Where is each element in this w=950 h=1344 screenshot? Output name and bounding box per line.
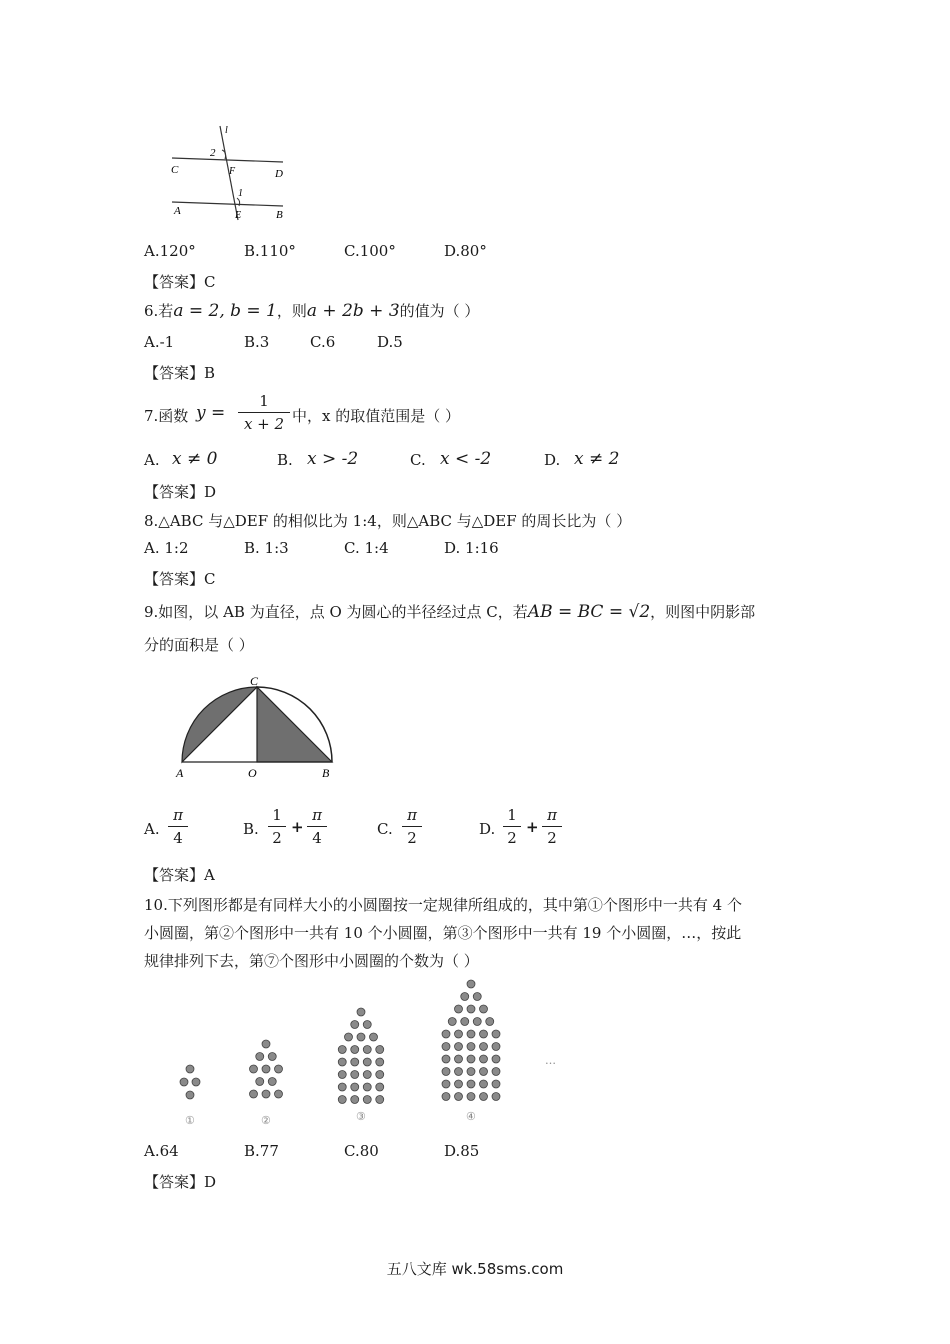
q10-option-a: A.64	[144, 1142, 179, 1160]
label-O: O	[248, 766, 257, 780]
dot	[461, 1018, 469, 1026]
dot	[338, 1058, 346, 1066]
q7-denominator: x + 2	[243, 415, 285, 433]
dot	[455, 1005, 463, 1013]
dot	[492, 1080, 500, 1088]
dot	[256, 1053, 264, 1061]
dot	[442, 1043, 450, 1051]
dot	[338, 1071, 346, 1079]
label-F: F	[229, 166, 236, 177]
q6-expression: a + 2b + 3	[306, 301, 400, 321]
q9-a-num: π	[173, 806, 183, 824]
dot	[351, 1071, 359, 1079]
q9-option-a-fraction	[168, 806, 188, 847]
dot	[376, 1046, 384, 1054]
dot	[486, 1018, 494, 1026]
dot	[455, 1068, 463, 1076]
q8-option-b: B. 1:3	[244, 539, 289, 557]
q8-option-a: A. 1:2	[144, 539, 189, 557]
dot	[492, 1043, 500, 1051]
q6-prefix: 6.若	[144, 302, 174, 320]
q7-option-c-letter: C.	[410, 451, 426, 469]
q9-option-c-fraction	[402, 806, 422, 847]
dot	[268, 1078, 276, 1086]
dot	[376, 1083, 384, 1091]
q9-b2-den: 4	[312, 829, 322, 847]
dot	[262, 1040, 270, 1048]
q7-option-b-letter: B.	[277, 451, 293, 469]
dot	[467, 1030, 475, 1038]
dot	[480, 1055, 488, 1063]
q10-answer: 【答案】D	[144, 1173, 217, 1191]
q9-option-c-letter: C.	[377, 820, 393, 838]
figure-1-label: ①	[185, 1114, 195, 1127]
dot	[455, 1043, 463, 1051]
dot	[467, 1005, 475, 1013]
dot	[186, 1091, 194, 1099]
dot	[480, 1030, 488, 1038]
q9-option-d-letter: D.	[479, 820, 496, 838]
dot	[192, 1078, 200, 1086]
q6-mid: ，则	[276, 302, 307, 320]
q9-option-b-fraction2	[307, 806, 327, 847]
dot	[492, 1030, 500, 1038]
dot	[467, 1043, 475, 1051]
dot	[376, 1058, 384, 1066]
dot	[442, 1068, 450, 1076]
label-B: B	[276, 209, 283, 221]
q10-line2: 小圆圈，第②个图形中一共有 10 个小圆圈，第③个图形中一共有 19 个小圆圈，…，按此	[144, 924, 742, 942]
dot	[473, 1018, 481, 1026]
dot	[351, 1021, 359, 1029]
dot	[363, 1096, 371, 1104]
q7-lhs: y =	[196, 403, 226, 423]
q9-line1-text: 9.如图，以 AB 为直径，点 O 为圆心的半径经过点 C，若	[144, 603, 528, 621]
q9-option-d-plus: +	[526, 818, 539, 836]
dot	[473, 993, 481, 1001]
q8-question: 8.△ABC 与△DEF 的相似比为 1:4，则△ABC 与△DEF 的周长比为（ ）	[144, 512, 632, 530]
q9-option-d-fraction2	[542, 806, 562, 847]
dot	[351, 1058, 359, 1066]
q7-suffix: 中，x 的取值范围是（ ）	[292, 407, 460, 425]
dot	[370, 1033, 378, 1041]
q7-fraction	[238, 392, 290, 433]
dot	[455, 1055, 463, 1063]
dot	[480, 1043, 488, 1051]
dot	[357, 1033, 365, 1041]
dot	[492, 1068, 500, 1076]
q9-answer: 【答案】A	[144, 866, 215, 884]
q9-d2-num: π	[547, 806, 557, 824]
dot	[256, 1078, 264, 1086]
footer-watermark: 五八文库 wk.58sms.com	[386, 1260, 564, 1278]
dot	[363, 1083, 371, 1091]
dot	[442, 1055, 450, 1063]
q6-option-c: C.6	[310, 333, 336, 351]
q6-condition: a = 2, b = 1	[173, 301, 277, 321]
figure-3-label: ③	[356, 1110, 366, 1123]
dot	[338, 1096, 346, 1104]
q9-line1	[144, 601, 755, 622]
q5-option-a: A.120°	[144, 242, 196, 260]
label-l: l	[225, 125, 228, 136]
q5-answer: 【答案】C	[144, 273, 216, 291]
dot	[351, 1083, 359, 1091]
q9-option-d-fraction1	[503, 806, 521, 847]
q9-line2: 分的面积是（ ）	[144, 636, 254, 654]
dot	[338, 1046, 346, 1054]
dot	[262, 1065, 270, 1073]
dot	[363, 1021, 371, 1029]
dot	[262, 1090, 270, 1098]
dot	[467, 1055, 475, 1063]
q7-answer: 【答案】D	[144, 483, 217, 501]
q9-condition: AB = BC = √2	[527, 602, 651, 622]
q8-option-c: C. 1:4	[344, 539, 389, 557]
q9-a-den: 4	[173, 829, 183, 847]
dot	[467, 1093, 475, 1101]
dot	[376, 1071, 384, 1079]
q9-d2-den: 2	[547, 829, 557, 847]
dot	[363, 1046, 371, 1054]
dot	[268, 1053, 276, 1061]
dot	[338, 1083, 346, 1091]
label-2: 2	[210, 147, 216, 159]
q6-question	[144, 300, 479, 321]
q10-line1: 10.下列图形都是有同样大小的小圆圈按一定规律所组成的，其中第①个图形中一共有 4 个	[144, 896, 742, 914]
dot	[250, 1065, 258, 1073]
label-C: C	[171, 164, 179, 176]
q9-line1-end: ，则图中阴影部	[650, 603, 756, 621]
q7-option-a-letter: A.	[144, 451, 160, 469]
dot	[351, 1046, 359, 1054]
q9-b2-num: π	[312, 806, 322, 824]
label-B: B	[322, 766, 330, 780]
label-1: 1	[238, 188, 243, 199]
q5-option-b: B.110°	[244, 242, 296, 260]
ellipsis-label: …	[545, 1054, 556, 1067]
q10-option-b: B.77	[244, 1142, 279, 1160]
q10-option-c: C.80	[344, 1142, 379, 1160]
dot	[467, 1080, 475, 1088]
q10-line3: 规律排列下去，第⑦个图形中小圆圈的个数为（ ）	[144, 952, 479, 970]
q7-option-a: x ≠ 0	[172, 449, 218, 469]
dot	[442, 1030, 450, 1038]
dot	[448, 1018, 456, 1026]
q6-answer: 【答案】B	[144, 364, 216, 382]
dot	[455, 1080, 463, 1088]
q7-numerator: 1	[259, 392, 269, 410]
q9-b1-num: 1	[272, 806, 282, 824]
dot	[363, 1071, 371, 1079]
dot	[480, 1068, 488, 1076]
dot	[357, 1008, 365, 1016]
dot	[180, 1078, 188, 1086]
label-C: C	[250, 674, 259, 688]
q8-option-d: D. 1:16	[444, 539, 499, 557]
dot-pattern-figure	[165, 972, 575, 1132]
dot	[345, 1033, 353, 1041]
q7-option-d: x ≠ 2	[574, 449, 620, 469]
q6-option-d: D.5	[377, 333, 403, 351]
dot	[492, 1055, 500, 1063]
parallel-lines-figure	[165, 122, 295, 222]
dot	[351, 1096, 359, 1104]
q9-option-b-plus: +	[291, 818, 304, 836]
dot	[455, 1093, 463, 1101]
label-D: D	[275, 168, 283, 180]
dot	[455, 1030, 463, 1038]
q7-prefix: 7.函数	[144, 407, 189, 425]
label-A: A	[176, 766, 184, 780]
dot	[442, 1093, 450, 1101]
label-A: A	[174, 205, 181, 217]
q5-option-c: C.100°	[344, 242, 396, 260]
q9-c-num: π	[407, 806, 417, 824]
dot	[480, 1093, 488, 1101]
dot	[363, 1058, 371, 1066]
q9-c-den: 2	[407, 829, 417, 847]
q7-option-c: x < -2	[440, 449, 492, 469]
q7-option-b: x > -2	[307, 449, 359, 469]
q6-suffix: 的值为（ ）	[399, 302, 480, 320]
figure-4-label: ④	[466, 1110, 476, 1123]
dot	[442, 1080, 450, 1088]
q9-d1-num: 1	[507, 806, 517, 824]
q8-answer: 【答案】C	[144, 570, 216, 588]
dot	[480, 1005, 488, 1013]
q7-option-d-letter: D.	[544, 451, 561, 469]
dot	[467, 1068, 475, 1076]
q9-b1-den: 2	[272, 829, 282, 847]
dot	[467, 980, 475, 988]
figure-2-label: ②	[261, 1114, 271, 1127]
dot	[492, 1093, 500, 1101]
q9-option-b-fraction1	[268, 806, 286, 847]
q5-option-d: D.80°	[444, 242, 487, 260]
dot	[376, 1096, 384, 1104]
dot	[275, 1065, 283, 1073]
q9-option-a-letter: A.	[144, 820, 160, 838]
q9-option-b-letter: B.	[243, 820, 259, 838]
q6-option-b: B.3	[244, 333, 270, 351]
dot	[186, 1065, 194, 1073]
dot	[461, 993, 469, 1001]
q6-option-a: A.-1	[144, 333, 175, 351]
semicircle-figure	[170, 672, 340, 782]
dot	[275, 1090, 283, 1098]
label-E: E	[235, 210, 242, 221]
q9-d1-den: 2	[507, 829, 517, 847]
dot	[250, 1090, 258, 1098]
dot	[480, 1080, 488, 1088]
q10-option-d: D.85	[444, 1142, 480, 1160]
